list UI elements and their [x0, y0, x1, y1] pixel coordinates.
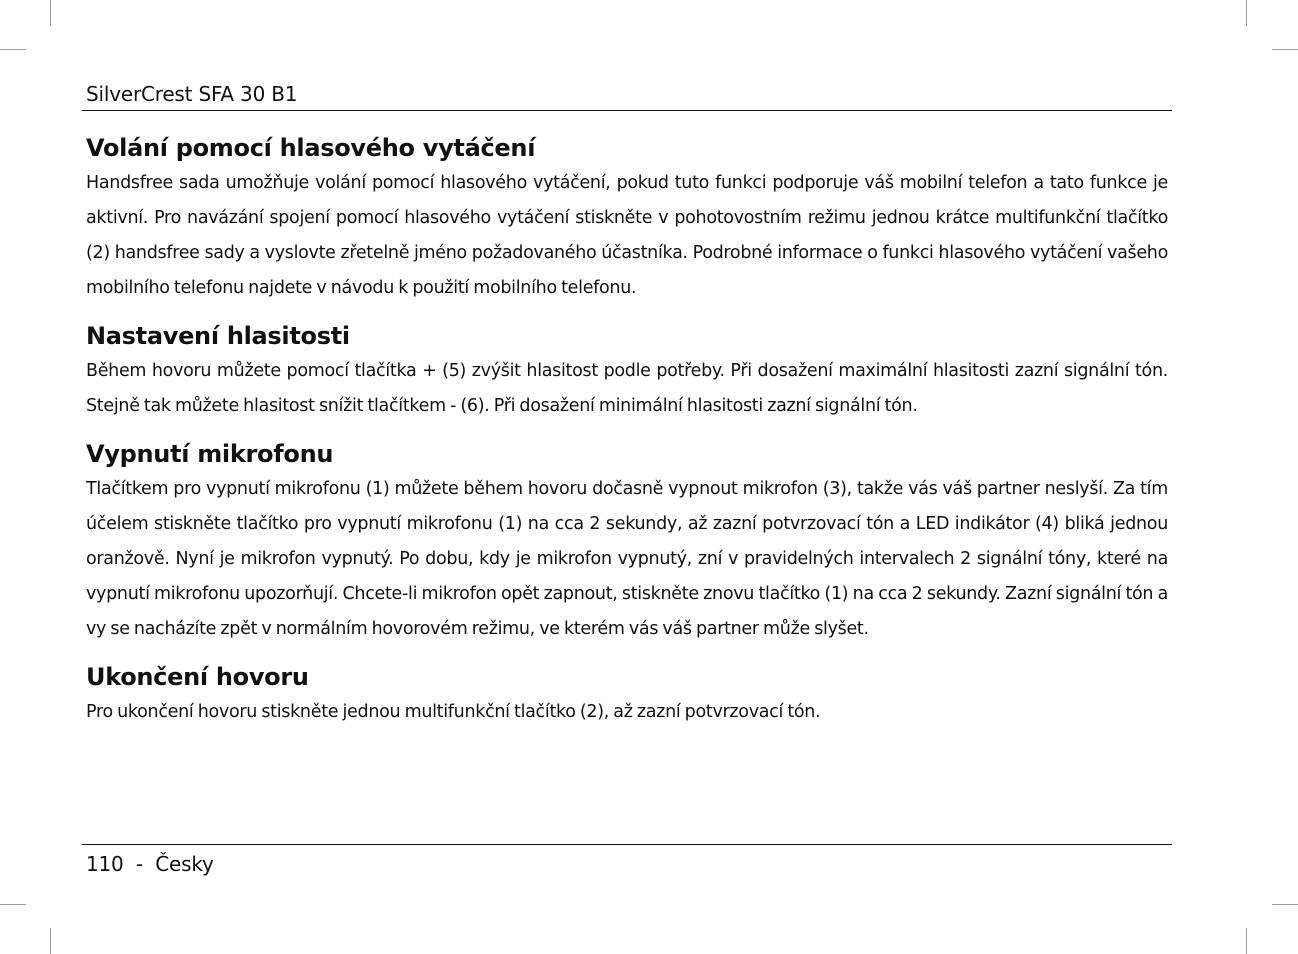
footer-separator: - — [135, 852, 143, 876]
crop-mark-bottom-left-vertical — [50, 928, 51, 954]
section-heading: Nastavení hlasitosti — [86, 322, 350, 350]
crop-mark-top-right-horizontal — [1272, 49, 1298, 50]
section-paragraph: Tlačítkem pro vypnutí mikrofonu (1) můžete během hovoru dočasně vypnout mikrofon (3), takže vás váš partner neslyší. Za tím účelem stiskněte tlačítko pro vypnutí mikrofonu (1) na cca 2 sekundy, až zazní potvrzovací tón a LED indikátor (4) bliká jednou oranžově. Nyní je mikrofon vypnutý. Po dobu, kdy je mikrofon vypnutý, zní v pravidelných intervalech 2 signální tóny, které na vypnutí mikrofonu upozorňují. Chcete-li mikrofon opět zapnout, stiskněte znovu tlačítko (1) na cca 2 sekundy. Zazní signální tón a vy se nacházíte zpět v normálním hovorovém režimu, ve kterém vás váš partner může slyšet. — [86, 479, 1168, 639]
section-voice-dialing — [86, 130, 1168, 306]
footer-rule — [82, 844, 1172, 845]
section-volume — [86, 318, 1168, 424]
section-end-call — [86, 659, 1168, 730]
section-heading: Ukončení hovoru — [86, 663, 309, 691]
section-mute-microphone — [86, 436, 1168, 647]
crop-mark-top-right-vertical — [1246, 0, 1247, 26]
section-heading: Vypnutí mikrofonu — [86, 440, 334, 468]
crop-mark-bottom-right-vertical — [1246, 928, 1247, 954]
page-content — [86, 130, 1168, 730]
page-number: 110 — [86, 852, 124, 876]
footer-language: Česky — [155, 852, 214, 876]
crop-mark-top-left-vertical — [50, 0, 51, 26]
section-heading: Volání pomocí hlasového vytáčení — [86, 134, 536, 162]
section-paragraph: Handsfree sada umožňuje volání pomocí hlasového vytáčení, pokud tuto funkci podporuje váš mobilní telefon a tato funkce je aktivní. Pro navázání spojení pomocí hlasového vytáčení stiskněte v pohotovostním režimu jednou krátce multifunkční tlačítko (2) handsfree sady a vyslovte zřetelně jméno požadovaného účastníka. Podrobné informace o funkci hlasového vytáčení vašeho mobilního telefonu najdete v návodu k použití mobilního telefonu. — [86, 173, 1168, 298]
section-paragraph: Během hovoru můžete pomocí tlačítka + (5) zvýšit hlasitost podle potřeby. Při dosažení maximální hlasitosti zazní signální tón. Stejně tak můžete hlasitost snížit tlačítkem - (6). Při dosažení minimální hlasitosti zazní signální tón. — [86, 361, 1168, 416]
crop-mark-bottom-left-horizontal — [0, 904, 26, 905]
crop-mark-bottom-right-horizontal — [1272, 904, 1298, 905]
section-paragraph: Pro ukončení hovoru stiskněte jednou multifunkční tlačítko (2), až zazní potvrzovací tón. — [86, 702, 821, 722]
page-footer — [86, 852, 214, 876]
running-header: SilverCrest SFA 30 B1 — [86, 82, 298, 106]
header-rule — [82, 110, 1172, 111]
crop-mark-top-left-horizontal — [0, 49, 26, 50]
